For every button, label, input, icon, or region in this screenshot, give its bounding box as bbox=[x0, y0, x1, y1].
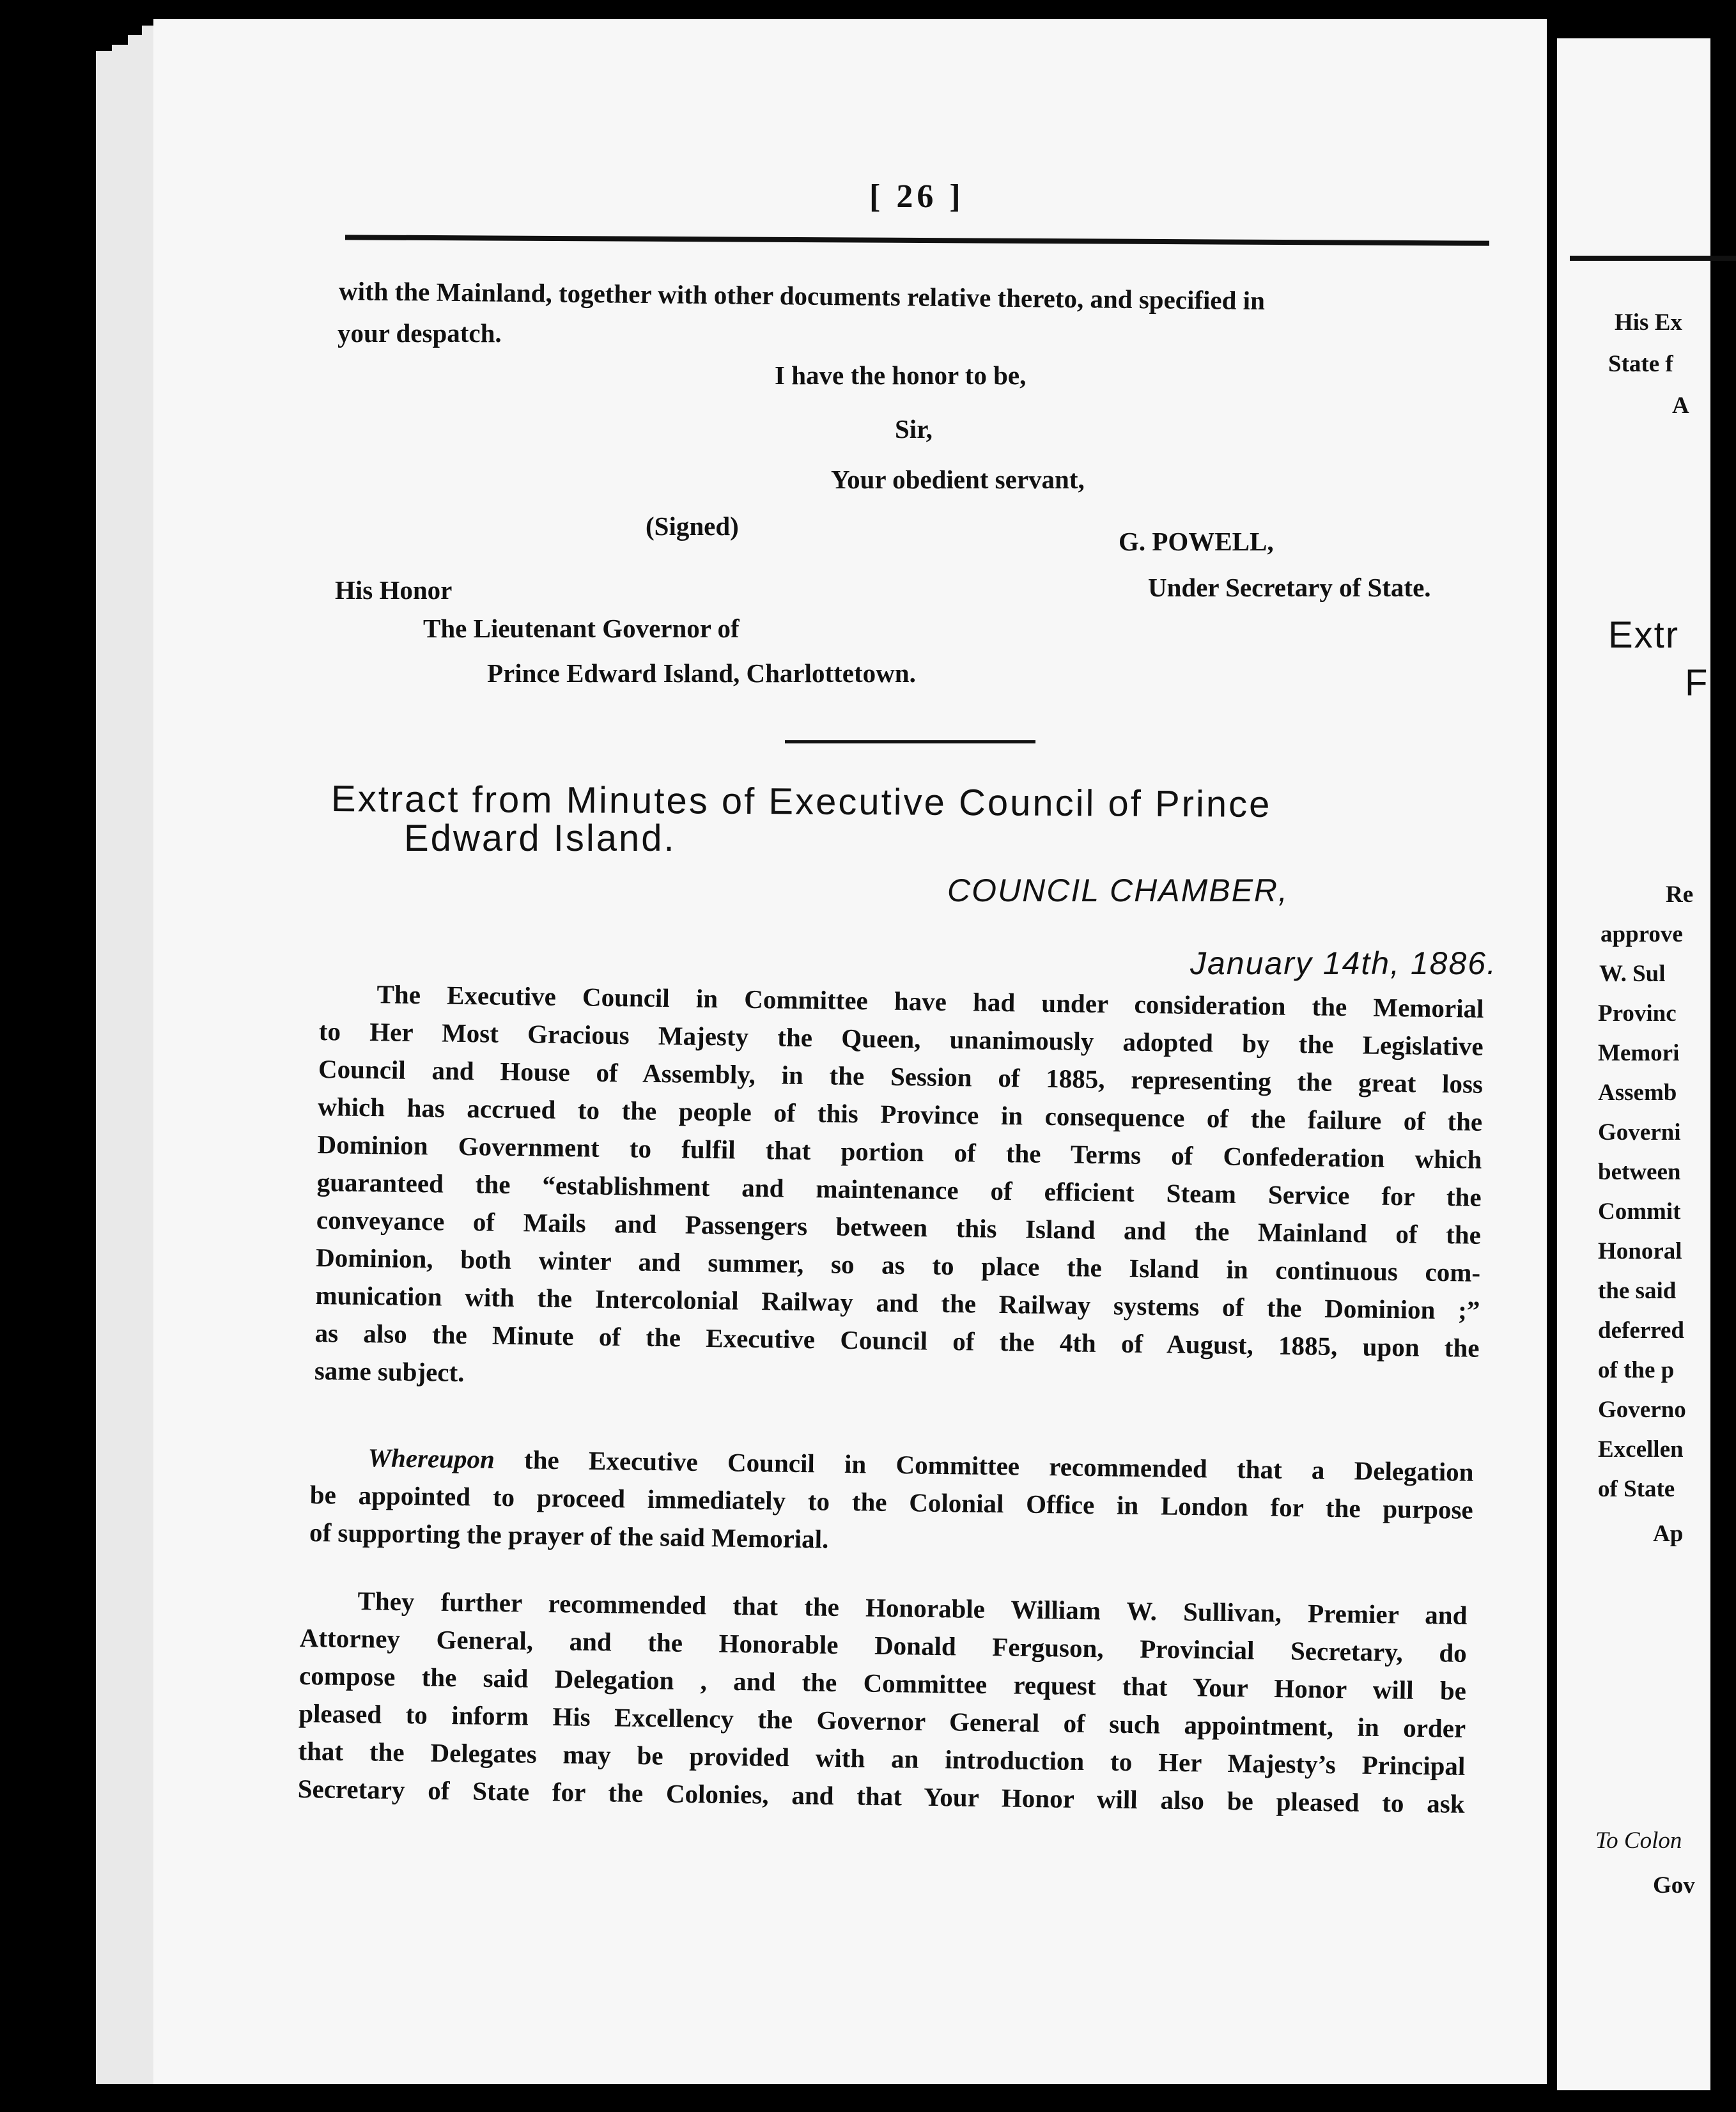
paragraph bbox=[309, 1438, 1474, 1567]
adjacent-header-rule bbox=[1570, 256, 1736, 261]
closing-servant: Your obedient servant, bbox=[831, 465, 1085, 494]
adjacent-line: Provinc bbox=[1598, 1000, 1677, 1027]
paragraph bbox=[297, 1581, 1467, 1823]
adjacent-italic-line: To Colon bbox=[1595, 1828, 1682, 1854]
adjacent-line: Re bbox=[1666, 881, 1694, 908]
extract-place: COUNCIL CHAMBER, bbox=[947, 873, 1289, 908]
text-line: as also the Minute of the Executive Council of the 4th of August, 1885, upon the bbox=[314, 1317, 1480, 1363]
adjacent-line: between bbox=[1598, 1159, 1681, 1185]
closing-sir: Sir, bbox=[895, 414, 933, 444]
text-line: be appointed to proceed immediately to the Colonial Office in London for the purpose bbox=[309, 1479, 1473, 1525]
text-span: the Executive Council in Committee recommended that a Delegation bbox=[494, 1444, 1474, 1487]
text-line: same subject. bbox=[314, 1355, 465, 1388]
extract-date: January 14th, 1886. bbox=[1190, 945, 1497, 981]
adjacent-line: W. Sul bbox=[1599, 961, 1666, 987]
text-line: The Executive Council in Committee have had under consideration the Memorial bbox=[376, 979, 1484, 1023]
adjacent-line: Assemb bbox=[1598, 1080, 1677, 1106]
adjacent-line: of State bbox=[1598, 1476, 1675, 1502]
text-line: Secretary of State for the Colonies, and that Your Honor will also be pleased to ask bbox=[297, 1773, 1465, 1819]
adjacent-line: approve bbox=[1600, 921, 1683, 947]
text-line: with the Mainland, together with other documents relative thereto, and specified in bbox=[338, 276, 1266, 316]
text-line: Dominion Government to fulfil that portion of the Terms of Confederation which bbox=[317, 1129, 1482, 1174]
adjacent-line: the said bbox=[1598, 1278, 1677, 1304]
page-number: [ 26 ] bbox=[869, 178, 965, 215]
text-line: which has accrued to the people of this Province in consequence of the failure of the bbox=[318, 1091, 1483, 1137]
adjacent-line: Memori bbox=[1598, 1040, 1680, 1066]
adjacent-line: Excellen bbox=[1598, 1436, 1684, 1463]
adjacent-line: Gov bbox=[1653, 1872, 1695, 1898]
adjacent-line: Honoral bbox=[1598, 1238, 1682, 1264]
text-line: Dominion, both winter and summer, so as to place the Island in continuous com- bbox=[315, 1242, 1481, 1287]
adjacent-line: Commit bbox=[1598, 1199, 1681, 1225]
text-line: Council and House of Assembly, in the Session of 1885, representing the great loss bbox=[318, 1053, 1484, 1099]
text-line: Attorney General, and the Honorable Donald Ferguson, Provincial Secretary, do bbox=[299, 1622, 1467, 1668]
text-line: your despatch. bbox=[337, 318, 502, 348]
text-line: conveyance of Mails and Passengers between this Island and the Mainland of the bbox=[316, 1204, 1482, 1250]
closing-honor: I have the honor to be, bbox=[775, 361, 1027, 390]
extract-title: Extract from Minutes of Executive Council of Prince bbox=[330, 778, 1272, 825]
adjacent-line: His Ex bbox=[1615, 309, 1682, 336]
text-line: to Her Most Gracious Majesty the Queen, unanimously adopted by the Legislative bbox=[318, 1016, 1484, 1061]
adjacent-line: of the p bbox=[1598, 1357, 1675, 1383]
closing-signed: (Signed) bbox=[646, 511, 739, 541]
text-line: of supporting the prayer of the said Memorial. bbox=[309, 1517, 829, 1554]
text-line: munication with the Intercolonial Railway and the Railway systems of the Dominion ;” bbox=[315, 1280, 1480, 1325]
adjacent-line: Governi bbox=[1598, 1119, 1681, 1145]
text-line: guaranteed the “establishment and maintenance of efficient Steam Service for the bbox=[316, 1167, 1482, 1212]
address-line: Prince Edward Island, Charlottetown. bbox=[487, 658, 916, 688]
adjacent-title: Extr bbox=[1608, 614, 1680, 656]
adjacent-line: Ap bbox=[1653, 1521, 1684, 1547]
signatory-name: G. POWELL, bbox=[1119, 527, 1274, 556]
section-divider bbox=[785, 740, 1035, 743]
paragraph bbox=[314, 975, 1484, 1405]
adjacent-line: A bbox=[1672, 392, 1689, 419]
italic-lead: Whereupon bbox=[368, 1443, 495, 1474]
text-line: that the Delegates may be provided with an introduction to Her Majesty’s Principal bbox=[298, 1735, 1466, 1781]
text-line: They further recommended that the Honorable William W. Sullivan, Premier and bbox=[357, 1586, 1468, 1630]
signatory-title: Under Secretary of State. bbox=[1148, 573, 1431, 602]
text-line: pleased to inform His Excellency the Governor General of such appointment, in order bbox=[298, 1698, 1466, 1743]
extract-title: Edward Island. bbox=[404, 818, 676, 859]
address-line: The Lieutenant Governor of bbox=[423, 614, 740, 643]
adjacent-line: deferred bbox=[1598, 1317, 1684, 1344]
adjacent-page bbox=[1557, 38, 1710, 2090]
text-line: compose the said Delegation , and the Committee request that Your Honor will be bbox=[298, 1660, 1467, 1705]
address-line: His Honor bbox=[335, 575, 453, 605]
adjacent-line: Governo bbox=[1598, 1397, 1686, 1423]
adjacent-line: State f bbox=[1608, 351, 1673, 377]
adjacent-title: F bbox=[1685, 662, 1709, 704]
